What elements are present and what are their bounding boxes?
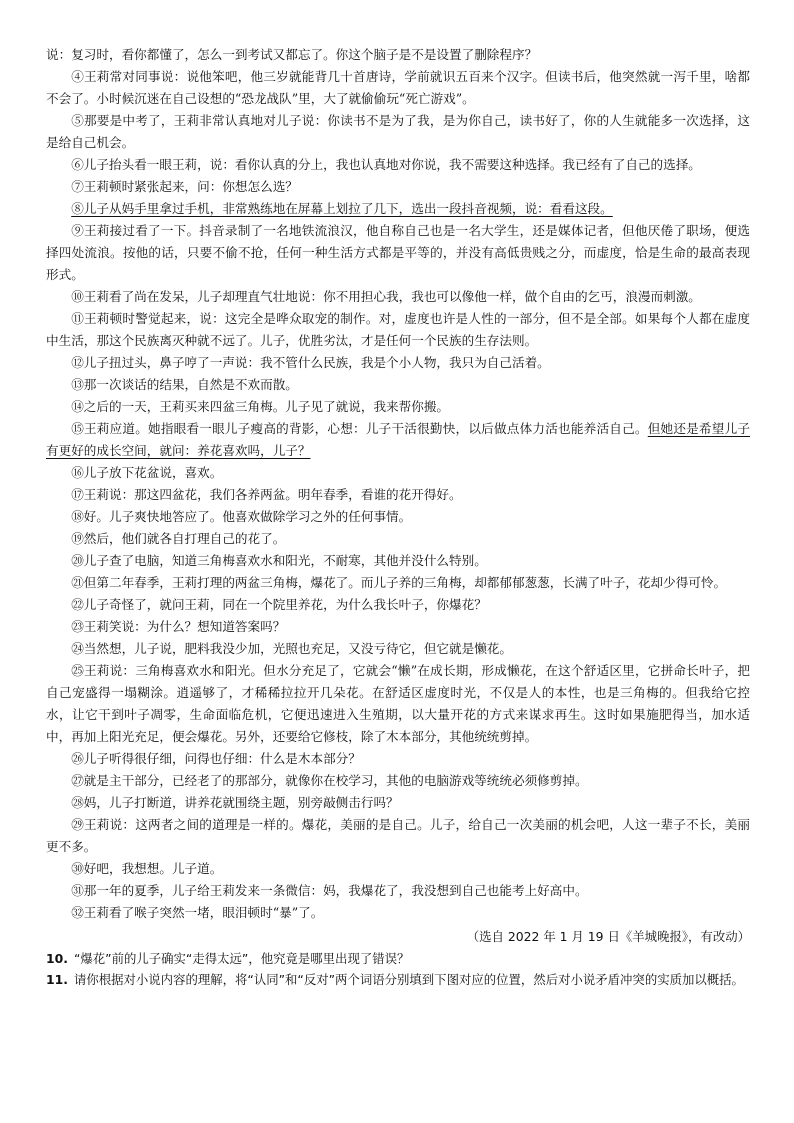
paragraph xyxy=(46,198,750,220)
paragraph xyxy=(46,396,750,418)
paragraph-text: ④王莉常对同事说：说他笨吧，他三岁就能背几十首唐诗，学前就识五百来个汉字。但读书后，他突然就一泻千里，啥都不会了。小时候沉迷在自己设想的“恐龙战队”里，大了就偷偷玩“死亡游戏”。 xyxy=(46,69,750,106)
paragraph-text: ㉑但第二年春季，王莉打理的两盆三角梅，爆花了。而儿子养的三角梅，却都郁郁葱葱，长满了叶子，花却少得可怜。 xyxy=(71,575,727,590)
paragraph xyxy=(46,374,750,396)
paragraph xyxy=(46,528,750,550)
paragraph-text: ⑮王莉应道。她指眼看一眼儿子瘦高的背影，心想：儿子干活很勤快，以后做点体力活也能养活自己。 xyxy=(71,421,648,436)
question-list xyxy=(46,948,750,990)
paragraph-text: ⑧儿子从妈手里拿过手机，非常熟练地在屏幕上划拉了几下，选出一段抖音视频，说：看看这段。 xyxy=(71,201,613,216)
paragraph xyxy=(46,902,750,924)
paragraph xyxy=(46,880,750,902)
paragraph-text: ㉚好吧，我想想。儿子道。 xyxy=(71,861,223,876)
paragraph xyxy=(46,286,750,308)
paragraph-text: ⑪王莉顿时警觉起来，说：这完全是哗众取宠的制作。对，虚度也许是人性的一部分，但不是全部。如果每个人都在虚度中生活，那这个民族离灭种就不远了。儿子，优胜劣汰，才是任何一个民族的生存法则。 xyxy=(46,311,750,348)
paragraph-text: ㉕王莉说：三角梅喜欢水和阳光。但水分充足了，它就会“懒”在成长期，形成懒花，在这个舒适区里，它拼命长叶子，把自己宠盛得一塌糊涂。逍遥够了，才稀稀拉拉开几朵花。在舒适区虚度时光，不仅是人的本性，也是三角梅的。但我给它控水，让它干到叶子凋零，生命面临危机，它便迅速进入生殖期，以大量开花的方式来谋求再生。这时如果施肥得当，加水适中，再加上阳光充足，便会爆花。另外，还要给它修枝，除了木本部分，其他统统剪掉。 xyxy=(46,663,750,744)
paragraph xyxy=(46,110,750,154)
paragraph-text: ㉖儿子听得很仔细，问得也仔细：什么是木本部分？ xyxy=(71,751,361,766)
paragraph xyxy=(46,220,750,286)
paragraph-text: ⑬那一次谈话的结果，自然是不欢而散。 xyxy=(71,377,298,392)
paragraph xyxy=(46,506,750,528)
paragraph-text: ⑤那要是中考了，王莉非常认真地对儿子说：你读书不是为了我，是为你自己，读书好了，你的人生就能多一次选择，这是给自己机会。 xyxy=(46,113,750,150)
paragraph-text: ⑦王莉顿时紧张起来，问：你想怎么选？ xyxy=(71,179,298,194)
question-text: “爆花”前的儿子确实“走得太远”，他究竟是哪里出现了错误？ xyxy=(73,951,410,966)
paragraph xyxy=(46,308,750,352)
paragraph xyxy=(46,66,750,110)
paragraph xyxy=(46,176,750,198)
paragraph-text: ⑲然后，他们就各自打理自己的花了。 xyxy=(71,531,286,546)
paragraph xyxy=(46,748,750,770)
paragraph-text: ⑳儿子查了电脑，知道三角梅喜欢水和阳光，不耐寒，其他并没什么特别。 xyxy=(71,553,487,568)
paragraph-text: ⑨王莉接过看了一下。抖音录制了一名地铁流浪汉，他自称自己也是一名大学生，还是媒体记者，但他厌倦了职场，便选择四处流浪。按他的话，只要不偷不抢，任何一种生活方式都是平等的，并没有高低贵贱之分，而虚度，恰是生命的最高表现形式。 xyxy=(46,223,750,282)
paragraph xyxy=(46,44,750,66)
paragraph xyxy=(46,792,750,814)
paragraph-text: ㉗就是主干部分，已经老了的那部分，就像你在校学习，其他的电脑游戏等统统必须修剪掉。 xyxy=(71,773,588,788)
paragraph-text: ⑥儿子抬头看一眼王莉，说：看你认真的分上，我也认真地对你说，我不需要这种选择。我已经有了自己的选择。 xyxy=(71,157,701,172)
paragraph-text: ⑩王莉看了尚在发呆，儿子却理直气壮地说：你不用担心我，我也可以像他一样，做个自由的乞丐，浪漫而刺激。 xyxy=(71,289,701,304)
paragraph xyxy=(46,616,750,638)
paragraph xyxy=(46,638,750,660)
paragraph-text: ㉜王莉看了喉子突然一堵，眼泪顿时“暴”了。 xyxy=(71,905,324,920)
question-number: 10. xyxy=(46,951,68,966)
paragraph xyxy=(46,594,750,616)
paragraph xyxy=(46,770,750,792)
paragraph-text: ㉔当然想，儿子说，肥料我没少加，光照也充足，又没亏待它，但它就是懒花。 xyxy=(71,641,512,656)
paragraph xyxy=(46,154,750,176)
paragraph xyxy=(46,858,750,880)
paragraph-text: ⑫儿子扭过头，鼻子哼了一声说：我不管什么民族，我是个小人物，我只为自己活着。 xyxy=(71,355,550,370)
source-note: （选自 2022 年 1 月 19 日《羊城晚报》，有改动） xyxy=(466,929,750,944)
paragraph xyxy=(46,550,750,572)
paragraph xyxy=(46,814,750,858)
question-text: 请你根据对小说内容的理解，将“认同”和“反对”两个词语分别填到下图对应的位置，然后对小说矛盾冲突的实质加以概括。 xyxy=(73,972,744,987)
paragraph xyxy=(46,462,750,484)
paragraph xyxy=(46,352,750,374)
paragraph-text: ㉘妈，儿子打断道，讲养花就围绕主题，别旁敲侧击行吗？ xyxy=(71,795,399,810)
paragraph-text: ⑱好。儿子爽快地答应了。他喜欢做除学习之外的任何事情。 xyxy=(71,509,412,524)
underlined-sentence: 但她还是希望儿子有更好的成长空间，就问：养花喜欢吗，儿子？ xyxy=(46,421,751,458)
paragraph-text: ㉒儿子奇怪了，就问王莉，同在一个院里养花，为什么我长叶子，你爆花？ xyxy=(71,597,487,612)
paragraph-text: ⑭之后的一天，王莉买来四盆三角梅。儿子见了就说，我来帮你搬。 xyxy=(71,399,449,414)
paragraph-text: 说：复习时，看你都懂了，怎么一到考试又都忘了。你这个脑子是不是设置了删除程序？ xyxy=(46,47,538,62)
question-number: 11. xyxy=(46,972,68,987)
paragraph xyxy=(46,572,750,594)
article-page xyxy=(46,44,750,990)
paragraph-text: ㉓王莉笑说：为什么？想知道答案吗？ xyxy=(71,619,286,634)
paragraph-text: ⑯儿子放下花盆说，喜欢。 xyxy=(71,465,223,480)
paragraph-text: ㉙王莉说：这两者之间的道理是一样的。爆花，美丽的是自己。儿子，给自己一次美丽的机会吧，人这一辈子不长，美丽更不多。 xyxy=(46,817,750,854)
paragraph xyxy=(46,418,750,462)
question xyxy=(46,969,750,990)
paragraph-text: ⑰王莉说：那这四盆花，我们各养两盆。明年春季，看谁的花开得好。 xyxy=(71,487,462,502)
paragraph xyxy=(46,484,750,506)
paragraph xyxy=(46,660,750,748)
article-body xyxy=(46,44,750,924)
paragraph-text: ㉛那一年的夏季，儿子给王莉发来一条微信：妈，我爆花了，我没想到自己也能考上好高中。 xyxy=(71,883,588,898)
question xyxy=(46,948,750,969)
